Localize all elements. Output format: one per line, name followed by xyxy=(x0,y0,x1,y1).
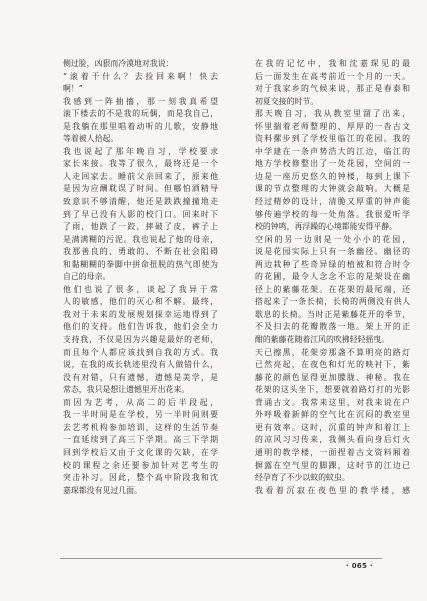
text-line: 人的敏感，他们的灭心和不解。最终， xyxy=(63,297,218,307)
text-line: 人走回家去。睡前父亲回来了，原来他 xyxy=(63,171,218,181)
text-line: 空闲的另一边则是一处小小的花园， xyxy=(255,234,410,244)
text-column-right xyxy=(255,58,410,497)
text-line: 我那善良的、勇敢的、不断在社会阻碍 xyxy=(63,247,218,257)
text-line: 啊！” xyxy=(63,84,83,94)
text-line: 校的课程之余还要参加针对艺考生的 xyxy=(63,460,218,470)
text-line: 我看着沉寂在夜色里的教学楼，感 xyxy=(255,485,410,495)
text-line: 校的钟鸣，再浮躁的心境都能安得平静。 xyxy=(255,222,398,232)
text-line: 没有对错，只有遗憾，遗憾是美学，是 xyxy=(63,372,218,382)
text-line: 对于我家乡的气候来说，那正是春泰和 xyxy=(255,84,410,94)
text-line: 花架的这头坐下，想要就着路灯打的光影 xyxy=(255,385,410,395)
text-line: 自己的母亲。 xyxy=(63,272,111,282)
text-line: 中学建在一条声势浩大的江边，临江的 xyxy=(255,146,410,156)
text-line: “滚着干什么？去捡回来啊！快去 xyxy=(63,71,218,81)
text-line: 是因为应酬耽误了时间。但哪怕酒精导 xyxy=(63,184,218,194)
text-line: 说是花园实际上只有一条幽径。幽径的 xyxy=(255,247,410,257)
text-line: 那天晚自习，我从教室里溜了出来， xyxy=(255,109,410,119)
text-line: 两边栽种了些奇异绿的植被和符合时令 xyxy=(255,259,410,269)
text-line: 我对于未来的发展规划探幸运地得到了 xyxy=(63,309,218,319)
text-line: 更有效率。这时，沉重的钟声和着江上 xyxy=(255,422,410,432)
text-line: 外呼吸着新鲜的空气比在沉闷的教室里 xyxy=(255,410,410,420)
text-line: 我感到一阵抽搐，那一刻我真希望 xyxy=(63,96,218,106)
text-line: 课的节点整理的大钟就会敲响。大概是 xyxy=(255,184,410,194)
text-line: 致意识不够清醒，他还是跌跌撞撞地走 xyxy=(63,197,218,207)
text-line: 常态，我只是想让遗憾里开出花来。 xyxy=(63,385,190,395)
text-line: 家长来接。我等了很久，最终还是一个 xyxy=(63,159,218,169)
text-line: 是我躺在那里唱着动听的儿歌，安静地 xyxy=(63,121,218,131)
text-line: 够传遍学校的每一处角落。我很爱听学 xyxy=(255,209,410,219)
text-column-left xyxy=(63,58,218,497)
text-line: 地方学校修整出了一处花园，空间的一 xyxy=(255,159,410,169)
text-line: 不及扫去的花瓣散落一地。架上开的正 xyxy=(255,322,410,332)
text-line: 已然亮起，在夜色和灯光的映衬下，紫 xyxy=(255,360,410,370)
text-line: 背诵古文。我常来这里，对我来说在户 xyxy=(255,397,410,407)
text-line: 在我的记忆中，我和沈嘉琛见的最 xyxy=(255,59,410,68)
text-line: 资料摞步到了学校里临江的花园。我的 xyxy=(255,134,410,144)
text-line: 去艺考机构参加培训，这样的生活节奏 xyxy=(63,422,218,432)
text-line: 后一面发生在高考前近一个月的一天。 xyxy=(255,71,410,81)
text-line: 是满满糊的污泥。我也说起了他的母亲， xyxy=(63,234,218,244)
text-line: 通明的教学楼，一面捏着古文资料厢着 xyxy=(255,447,410,457)
text-line: 他们也说了很多，谈起了我异于常 xyxy=(63,284,218,294)
text-line: 初夏交接的时节。 xyxy=(255,96,319,106)
page-number: · 065 · xyxy=(346,562,373,570)
text-line: 说，在我的成长轨迹里没有人做错什么， xyxy=(63,360,218,370)
text-line: 而且每个人都应该找到自我的方式。我 xyxy=(63,347,218,357)
text-line: 嘉琛都没有见过几面。 xyxy=(63,485,142,495)
text-line: 怀里揣着老师整理的、厚厚的一沓古文 xyxy=(255,121,410,131)
text-line: 突击补习。因此，整个高中阶段我和沈 xyxy=(63,473,218,483)
text-line: 经过精妙的设计，清脆又厚重的钟声能 xyxy=(255,197,410,207)
text-line: 滚下楼去的不是我的玩偶，而是我自己， xyxy=(63,109,218,119)
text-line: 侧过脸，凶狠而冷漠地对我说： xyxy=(63,59,174,68)
footer-divider xyxy=(60,558,382,559)
text-line: 他们的支持。他们告诉我，他们会全力 xyxy=(63,322,218,332)
text-line: 经孕育了不少以蚊的蚊虫。 xyxy=(255,473,350,483)
text-line: 一直延续到了高三下学期。高三下学期 xyxy=(63,435,218,445)
text-line: 的凉风习习传来，我侧头看向身后灯火 xyxy=(255,435,410,445)
text-line: 和黏糊糊的拳脚中拼命扭脱的热气即使为 xyxy=(63,259,218,269)
text-line: 天已擦黑，花架旁那盏不算明亮的路灯 xyxy=(255,347,410,357)
text-line: 的花圃，最令人念念不忘的是架设在幽 xyxy=(255,272,410,282)
text-line: 到了早已没有人影的校门口。回来时下 xyxy=(63,209,218,219)
text-line: 了雨，他跌了一跤，摔破了皮，裤子上 xyxy=(63,222,218,232)
text-line: 歇息的长椅。当时正是紫藤花开的季节， xyxy=(255,309,410,319)
text-line: 搭起来了一条长椅，长椅的两侧没有供人 xyxy=(255,297,410,307)
text-line: 而因为艺考，从高二的后半段起， xyxy=(63,397,218,407)
text-line: 回到学校后又由于文化课的欠缺，在学 xyxy=(63,447,218,457)
text-line: 等着被人拾起。 xyxy=(63,134,119,144)
text-line: 藤花的颜色显得更加朦胧、神秘。我在 xyxy=(255,372,410,382)
text-line: 支持我，不仅是因为兴趣是最好的老师， xyxy=(63,335,218,345)
text-line: 径上的紫藤花架。在花架的最尾端，还 xyxy=(255,284,410,294)
text-line: 我也说起了那年晚自习，学校要求 xyxy=(63,146,218,156)
text-line: 摒露在空气里的脚踝，这时节的江边已 xyxy=(255,460,410,470)
text-line: 酣的紫藤花随着江风的吹拂轻轻摇曳。 xyxy=(255,335,390,345)
text-line: 我一半时间是在学校，另一半时间则要 xyxy=(63,410,218,420)
text-line: 边是一座历史悠久的钟楼，每到上课下 xyxy=(255,171,410,181)
